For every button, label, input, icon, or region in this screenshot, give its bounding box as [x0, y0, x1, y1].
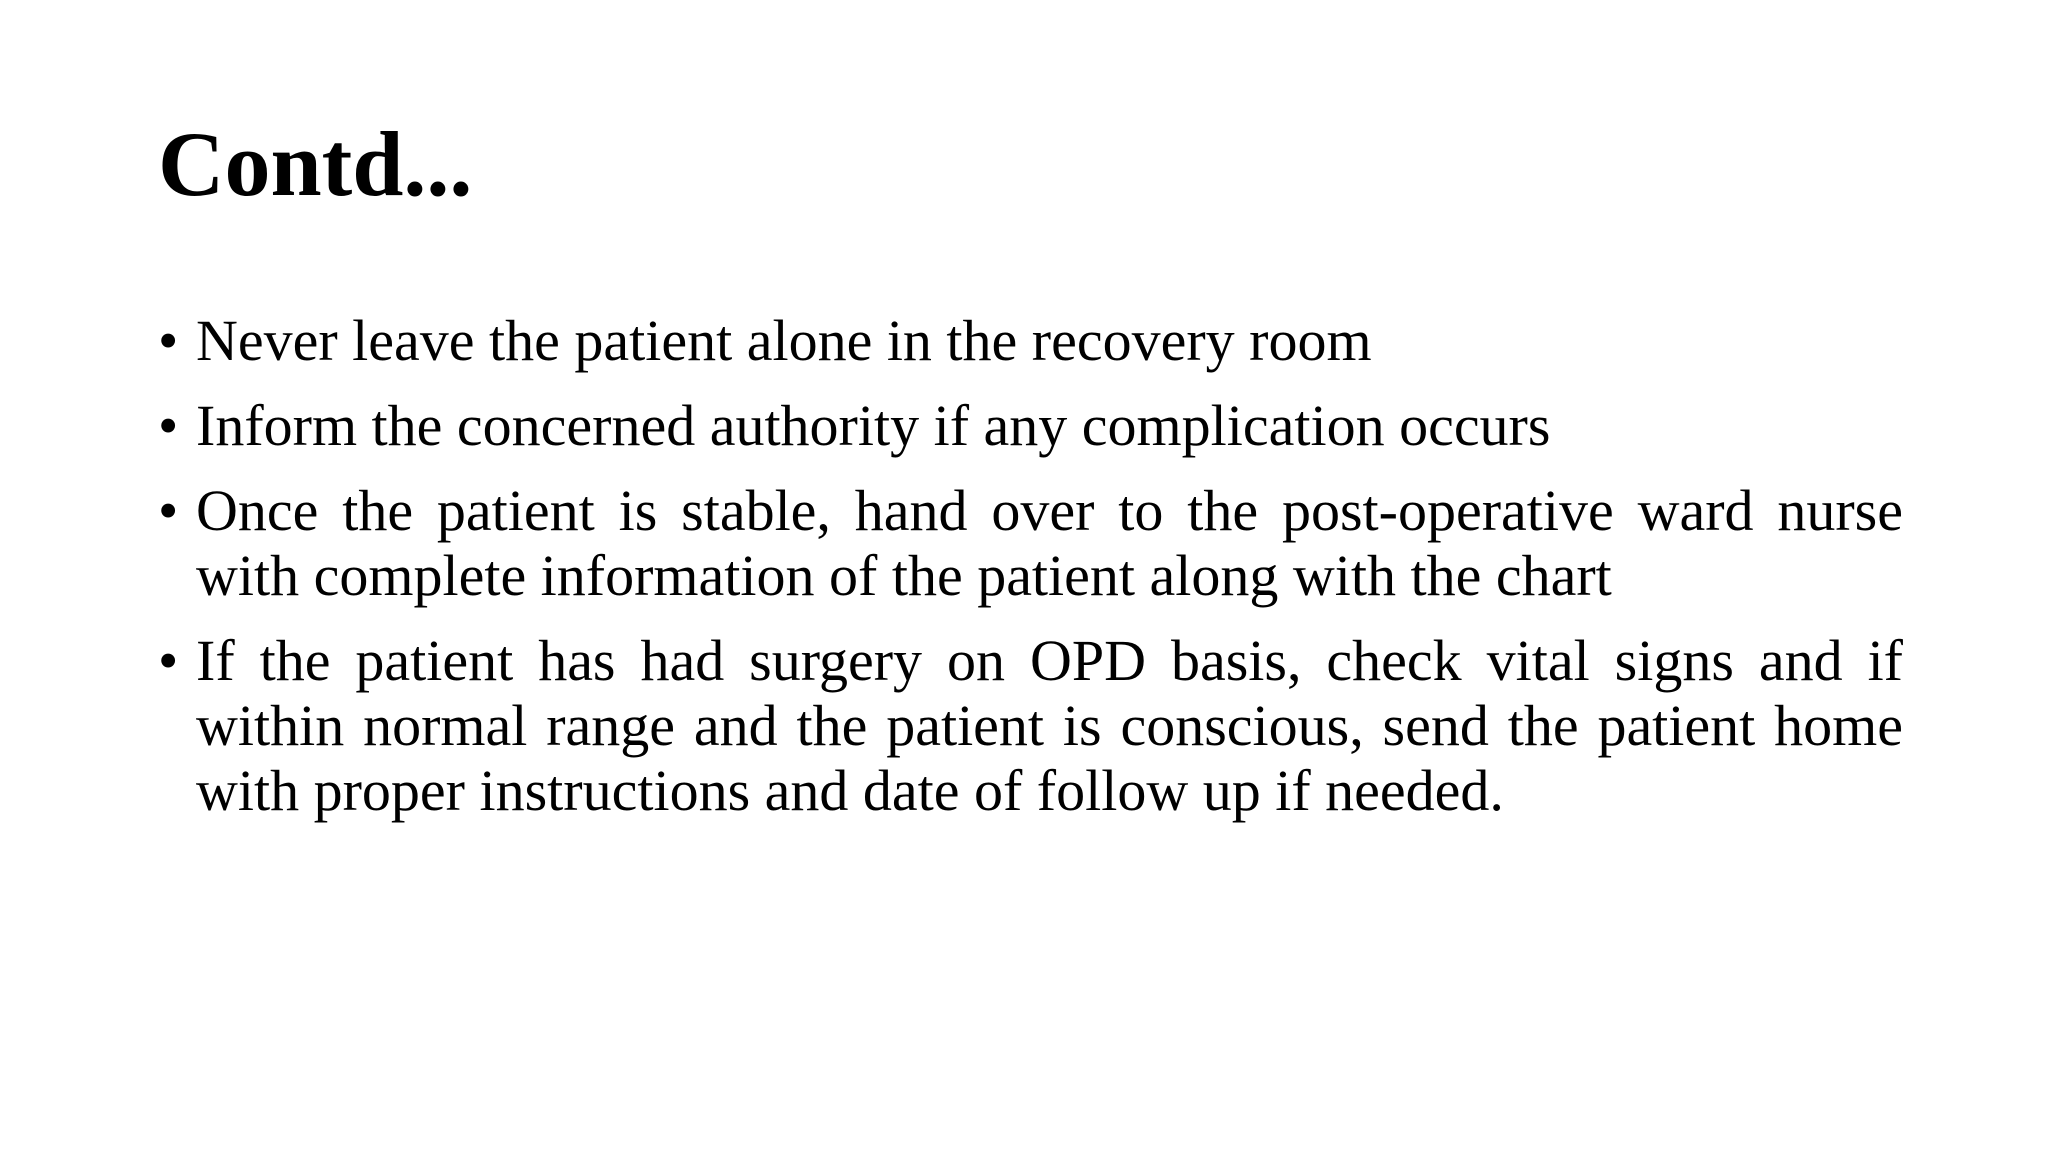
bullet-text: Never leave the patient alone in the recovery room [196, 308, 1372, 373]
bullet-marker: • [158, 308, 179, 373]
list-item [158, 308, 1903, 373]
slide-title: Contd... [158, 113, 473, 215]
bullet-marker: • [158, 393, 179, 458]
bullet-marker: • [158, 478, 179, 543]
list-item [158, 478, 1903, 608]
list-item [158, 393, 1903, 458]
bullet-marker: • [158, 628, 179, 693]
bullet-text: Once the patient is stable, hand over to the post-operative ward nurse with complete information of the patient along with the chart [196, 478, 1903, 608]
list-item [158, 628, 1903, 823]
bullet-text: If the patient has had surgery on OPD basis, check vital signs and if within normal range and the patient is conscious, send the patient home with proper instructions and date of follow up if needed. [196, 628, 1903, 823]
bullet-list [158, 308, 1903, 843]
bullet-text: Inform the concerned authority if any complication occurs [196, 393, 1551, 458]
